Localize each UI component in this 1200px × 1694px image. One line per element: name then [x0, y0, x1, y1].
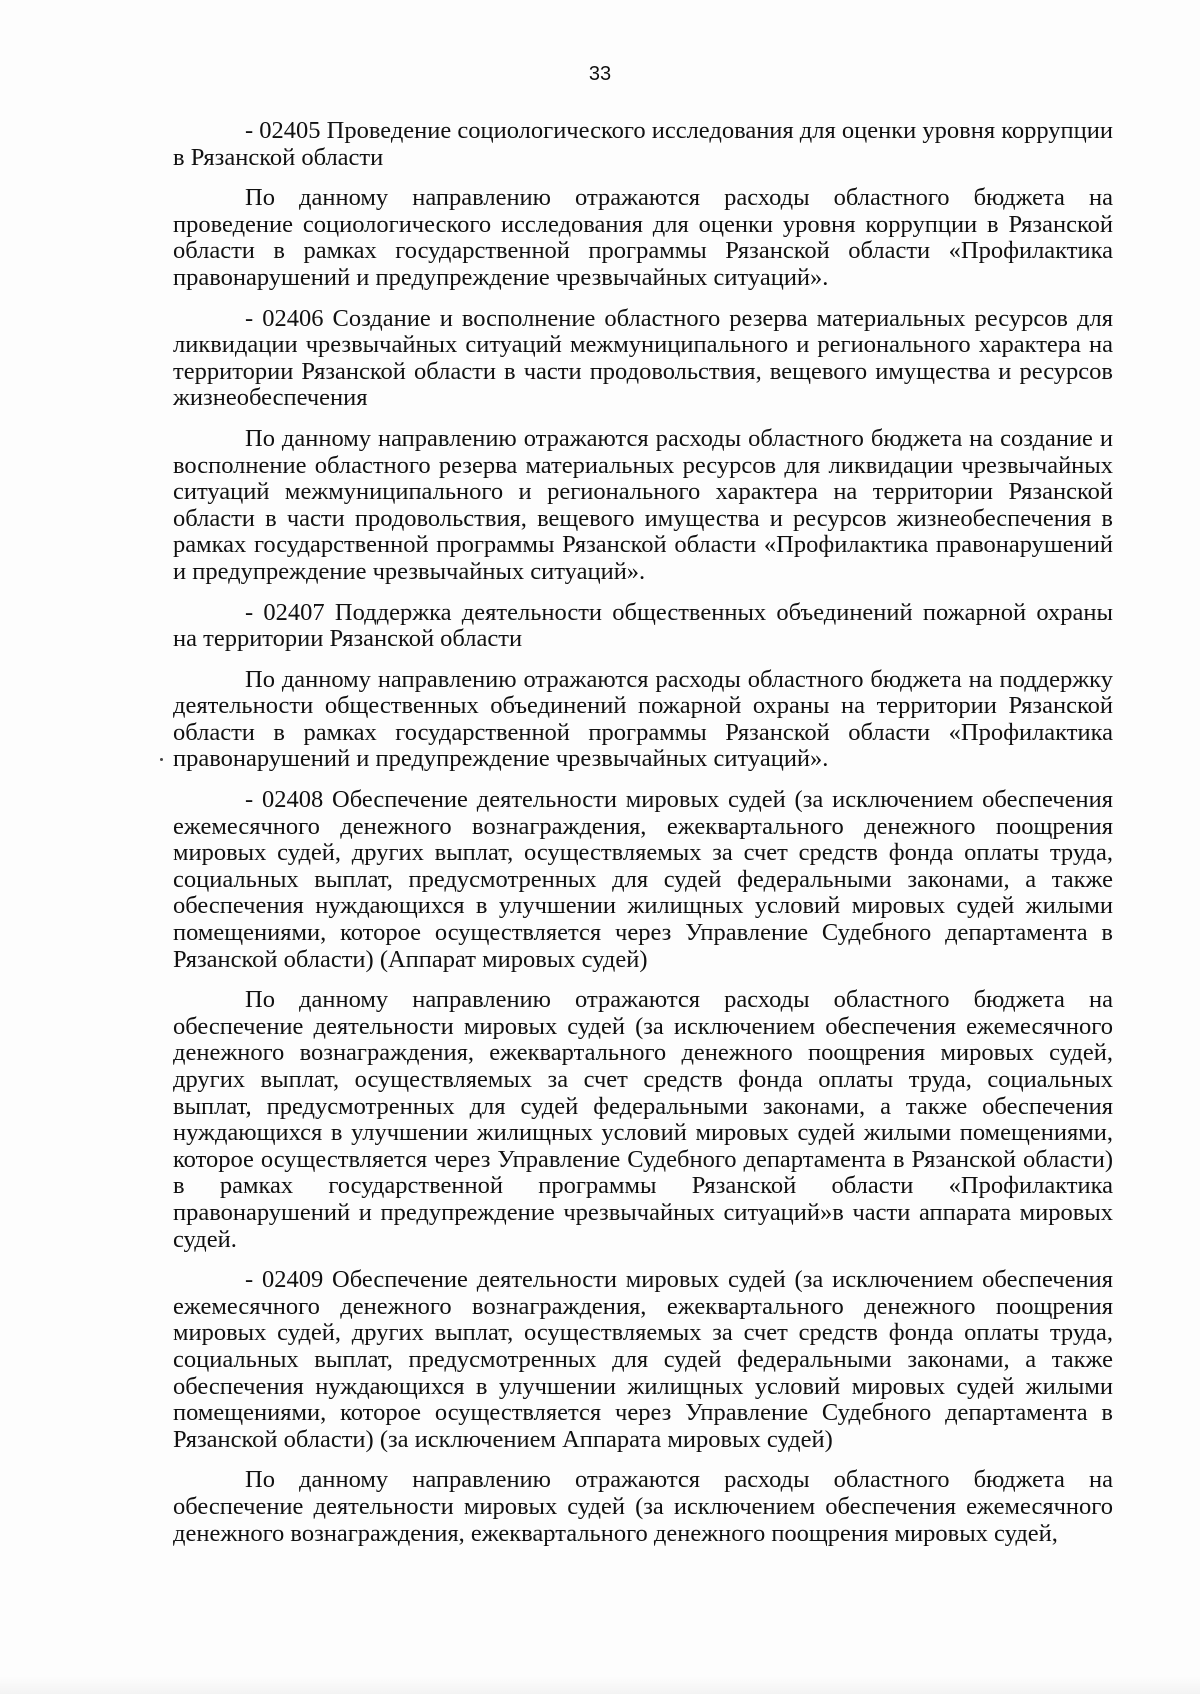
section-heading-02405: - 02405 Проведение социологического исследования для оценки уровня коррупции в Рязанской области — [173, 117, 1113, 171]
section-description-02407: По данному направлению отражаются расходы областного бюджета на поддержку деятельности общественных объединений пожарной охраны на территории Рязанской области в рамках государственной программы Рязанской области «Профилактика правонарушений и предупреждение чрезвычайных ситуаций». — [173, 665, 1113, 773]
section-description-02406: По данному направлению отражаются расходы областного бюджета на создание и восполнение областного резерва материальных ресурсов для ликвидации чрезвычайных ситуаций межмуниципального и регионального характера на территории Рязанской области в части продовольствия, вещевого имущества и ресурсов жизнеобеспечения в рамках государственной программы Рязанской области «Профилактика правонарушений и предупреждение чрезвычайных ситуаций». — [173, 424, 1113, 585]
section-heading-02406: - 02406 Создание и восполнение областного резерва материальных ресурсов для ликвидации чрезвычайных ситуаций межмуниципального и регионального характера на территории Рязанской области в части продовольствия, вещевого имущества и ресурсов жизнеобеспечения — [173, 304, 1113, 412]
section-description-02409: По данному направлению отражаются расходы областного бюджета на обеспечение деятельности мировых судей (за исключением обеспечения ежемесячного денежного вознаграждения, ежеквартального денежного поощрения мировых судей, — [173, 1466, 1113, 1547]
section-heading-02408: - 02408 Обеспечение деятельности мировых судей (за исключением обеспечения ежемесячного денежного вознаграждения, ежеквартального денежного поощрения мировых судей, других выплат, осуществляемых за счет средств фонда оплаты труда, социальных выплат, предусмотренных для судей федеральными законами, а также обеспечения нуждающихся в улучшении жилищных условий мировых судей жилыми помещениями, которое осуществляется через Управление Судебного департамента в Рязанской области) (Аппарат мировых судей) — [173, 786, 1113, 973]
section-heading-02407: - 02407 Поддержка деятельности общественных объединений пожарной охраны на территории Рязанской области — [173, 598, 1113, 653]
scan-artifact-dot — [160, 758, 163, 761]
section-heading-02409: - 02409 Обеспечение деятельности мировых судей (за исключением обеспечения ежемесячного денежного вознаграждения, ежеквартального денежного поощрения мировых судей, других выплат, осуществляемых за счет средств фонда оплаты труда, социальных выплат, предусмотренных для судей федеральными законами, а также обеспечения нуждающихся в улучшении жилищных условий мировых судей жилыми помещениями, которое осуществляется через Управление Судебного департамента в Рязанской области) (за исключением Аппарата мировых судей) — [173, 1266, 1113, 1453]
section-description-02405: По данному направлению отражаются расходы областного бюджета на проведение социологического исследования для оценки уровня коррупции в Рязанской области в рамках государственной программы Рязанской области «Профилактика правонарушений и предупреждение чрезвычайных ситуаций». — [173, 184, 1113, 291]
document-body — [173, 118, 1113, 1561]
page-number: 33 — [588, 63, 612, 85]
section-description-02408: По данному направлению отражаются расходы областного бюджета на обеспечение деятельности мировых судей (за исключением обеспечения ежемесячного денежного вознаграждения, ежеквартального денежного поощрения мировых судей, других выплат, осуществляемых за счет средств фонда оплаты труда, социальных выплат, предусмотренных для судей федеральными законами, а также обеспечения нуждающихся в улучшении жилищных условий мировых судей жилыми помещениями, которое осуществляется через Управление Судебного департамента в Рязанской области) в рамках государственной программы Рязанской области «Профилактика правонарушений и предупреждение чрезвычайных ситуаций»в части аппарата мировых судей. — [173, 986, 1113, 1253]
scan-edge-shadow — [0, 1676, 1200, 1694]
